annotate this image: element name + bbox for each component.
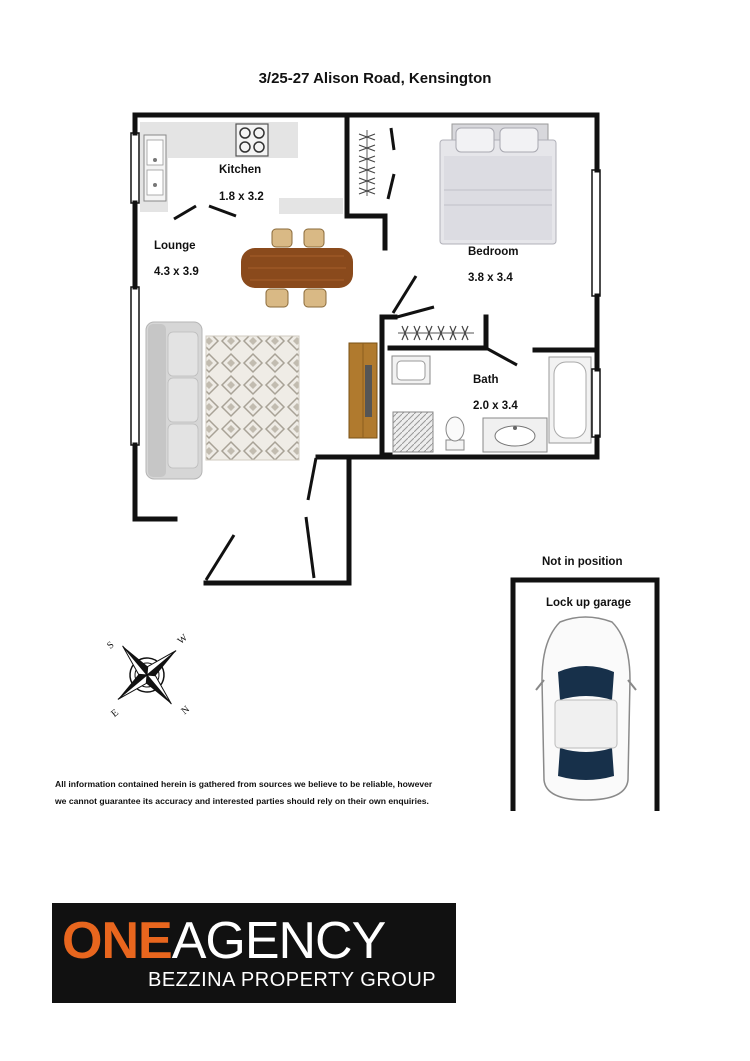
disclaimer: All information contained herein is gathered from sources we believe to be reliable, however we cannot guarantee its accuracy and interested parties should rely on their own enquiries. bbox=[55, 779, 433, 806]
tv-unit bbox=[349, 343, 377, 438]
kitchen-size: 1.8 x 3.2 bbox=[219, 191, 264, 203]
cooktop bbox=[236, 124, 268, 156]
plan-title: 3/25-27 Alison Road, Kensington bbox=[258, 70, 492, 87]
bathtub bbox=[549, 357, 591, 443]
dining-table bbox=[241, 229, 353, 307]
bath-label: Bath bbox=[473, 374, 499, 386]
toilet bbox=[446, 417, 464, 450]
kitchen-sink bbox=[144, 135, 166, 201]
compass-letter-n: N bbox=[179, 703, 192, 718]
linen-hangers bbox=[398, 326, 474, 340]
lounge-label: Lounge bbox=[154, 240, 196, 252]
bedroom-size: 3.8 x 3.4 bbox=[468, 272, 513, 284]
vanity-basin bbox=[483, 418, 547, 452]
rug bbox=[206, 336, 299, 460]
garage-label: Lock up garage bbox=[546, 597, 631, 609]
wardrobe-hangers bbox=[359, 130, 375, 196]
sofa bbox=[146, 322, 202, 479]
logo-wordmark bbox=[62, 913, 385, 969]
car bbox=[536, 617, 636, 800]
bedroom-label: Bedroom bbox=[468, 246, 519, 258]
bath-size: 2.0 x 3.4 bbox=[473, 400, 518, 412]
garage-note: Not in position bbox=[542, 556, 623, 568]
shower bbox=[393, 412, 433, 452]
bed bbox=[440, 124, 556, 244]
compass-letter-w: W bbox=[175, 632, 190, 647]
compass-letter-s: S bbox=[105, 639, 117, 652]
laundry-tub bbox=[392, 356, 430, 384]
agency-logo bbox=[52, 903, 456, 1003]
kitchen-label: Kitchen bbox=[219, 164, 262, 176]
logo-subtitle: BEZZINA PROPERTY GROUP bbox=[148, 969, 437, 991]
lounge-size: 4.3 x 3.9 bbox=[154, 266, 199, 278]
logo-one: ONE bbox=[62, 912, 172, 970]
logo-agency: AGENCY bbox=[171, 912, 386, 970]
compass-letter-e: E bbox=[109, 707, 121, 720]
